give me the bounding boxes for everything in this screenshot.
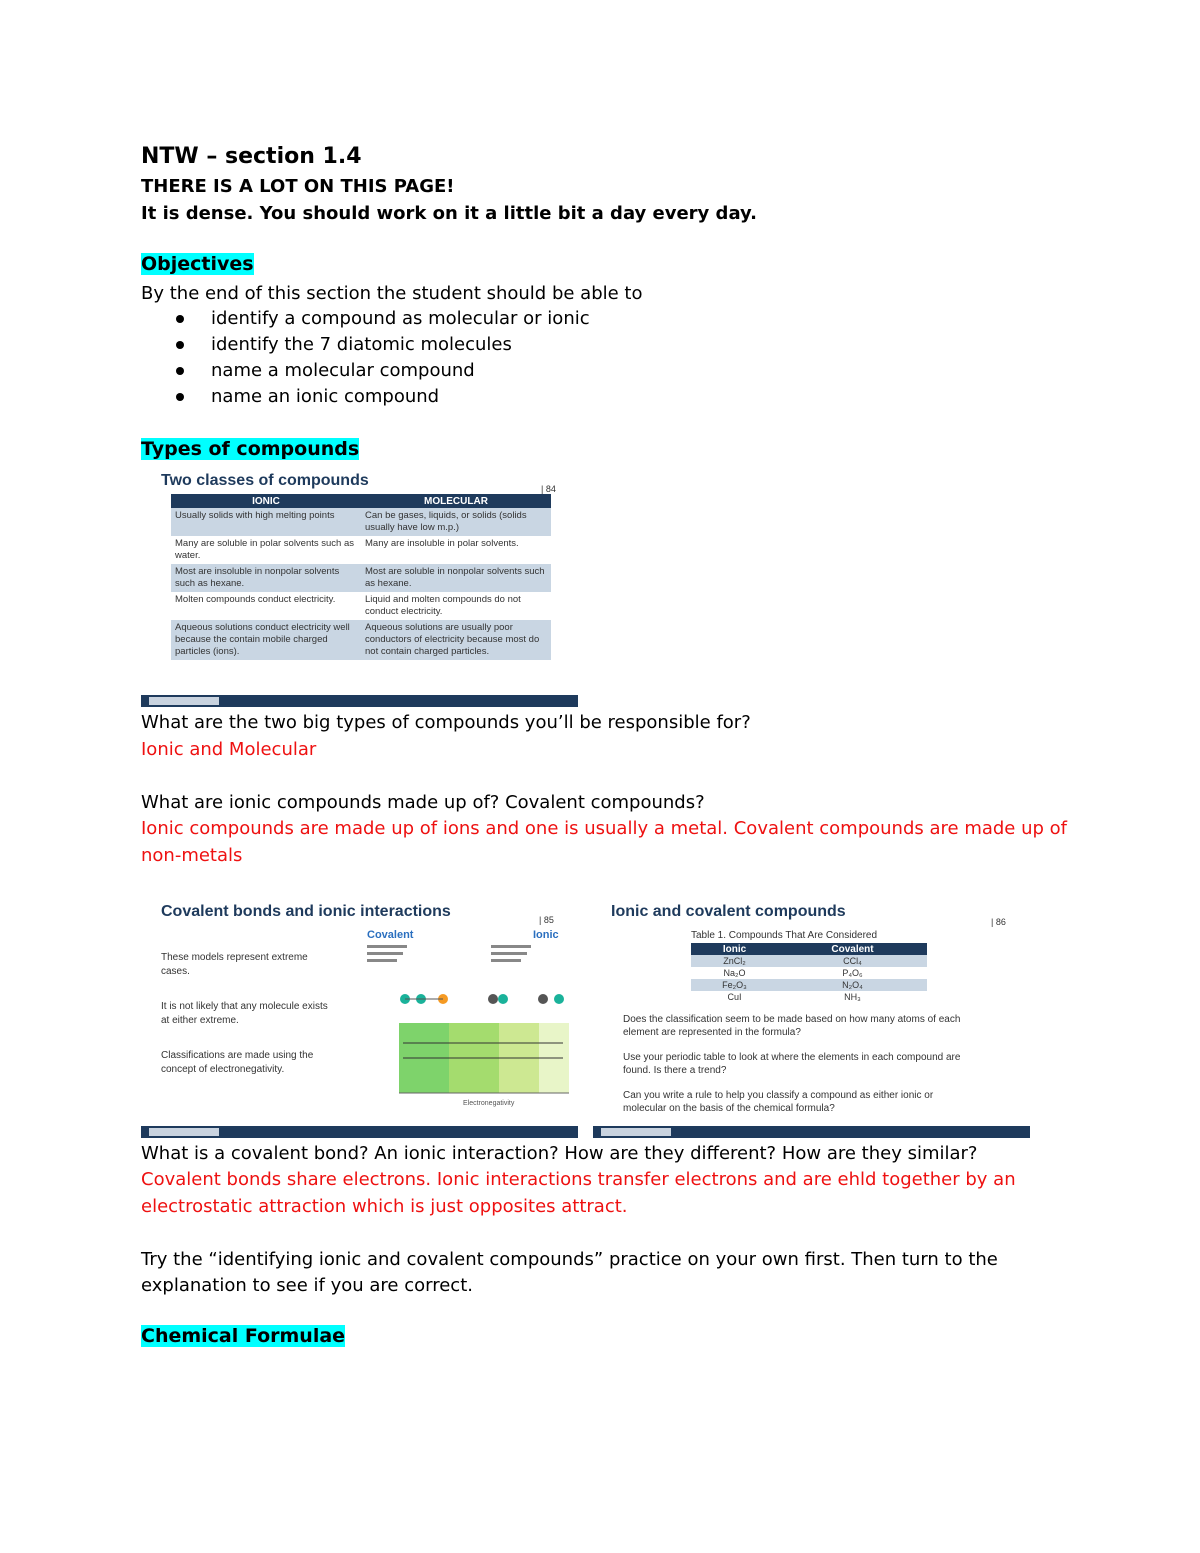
slide-number: | 84 [541, 484, 556, 494]
slide-title: Ionic and covalent compounds [611, 903, 846, 920]
table-cell: ZnCl₂ [691, 955, 778, 967]
table-caption: Table 1. Compounds That Are Considered [691, 930, 878, 941]
table-cell: Liquid and molten compounds do not conduct electricity. [361, 592, 551, 620]
table-cell: Aqueous solutions conduct electricity well because the contain mobile charged particles (ions). [171, 620, 361, 660]
slide-title: Covalent bonds and ionic interactions [161, 903, 451, 920]
slide-text: cases. [161, 966, 190, 977]
slide-text: at either extreme. [161, 1015, 239, 1026]
atom-icon [488, 994, 498, 1004]
warning-text: THERE IS A LOT ON THIS PAGE! [141, 176, 455, 197]
practice-line-1: Try the “identifying ionic and covalent compounds” practice on your own first. Then turn to the [141, 1249, 998, 1270]
slide-text: Does the classification seem to be made based on how many atoms of each [623, 1014, 961, 1025]
university-logo [149, 1128, 219, 1136]
table-cell: Most are insoluble in nonpolar solvents such as hexane. [171, 564, 361, 592]
slide-ionic-covalent-compounds [593, 893, 1030, 1138]
question-2: What are ionic compounds made up of? Covalent compounds? [141, 792, 705, 813]
slide-text: These models represent extreme [161, 952, 308, 963]
list-item: name a molecular compound [211, 360, 475, 381]
question-1: What are the two big types of compounds you’ll be responsible for? [141, 712, 751, 733]
bullet-icon [176, 393, 184, 401]
table-cell: Na₂O [723, 968, 746, 978]
bullet-icon [176, 341, 184, 349]
table-header: Ionic [691, 943, 778, 955]
table-cell: Molten compounds conduct electricity. [171, 592, 361, 620]
table-header: IONIC [171, 494, 361, 508]
slide-text: concept of electronegativity. [161, 1064, 285, 1075]
table-row [171, 508, 551, 536]
slide-text: molecular on the basis of the chemical formula? [623, 1103, 835, 1114]
slide-footer [593, 1126, 1030, 1138]
slide-text: Classifications are made using the [161, 1050, 314, 1061]
table-row [171, 564, 551, 592]
table-cell: Most are soluble in nonpolar solvents such as hexane. [361, 564, 551, 592]
answer-2-line-2: non-metals [141, 845, 243, 866]
compounds-table [691, 943, 927, 1003]
table-row [171, 592, 551, 620]
atom-icon [554, 994, 564, 1004]
table-cell: CuI [727, 992, 742, 1002]
answer-1: Ionic and Molecular [141, 739, 317, 760]
atom-icon [498, 994, 508, 1004]
slide-footer [141, 1126, 578, 1138]
table-header: Covalent [778, 943, 927, 955]
compound-class-table [171, 494, 551, 660]
list-item: identify a compound as molecular or ionic [211, 308, 590, 329]
table-cell: NH₃ [844, 992, 861, 1002]
slide-number: | 86 [991, 917, 1006, 927]
objectives-heading: Objectives [141, 253, 254, 275]
university-logo [149, 697, 219, 705]
table-row [691, 967, 927, 979]
slide-title: Two classes of compounds [161, 472, 369, 489]
table-cell: Usually solids with high melting points [171, 508, 361, 536]
slide-text: found. Is there a trend? [623, 1065, 727, 1076]
dense-note: It is dense. You should work on it a little bit a day every day. [141, 203, 757, 224]
table-cell: CCl₄ [778, 955, 927, 967]
page-title: NTW – section 1.4 [141, 144, 362, 169]
slide-text: element are represented in the formula? [623, 1027, 801, 1038]
slide-text: Can you write a rule to help you classify a compound as either ionic or [623, 1090, 934, 1101]
bullet-icon [176, 367, 184, 375]
electronegativity-diagram [363, 943, 573, 1108]
list-item: identify the 7 diatomic molecules [211, 334, 512, 355]
slide-text: Use your periodic table to look at where the elements in each compound are [623, 1052, 961, 1063]
types-heading: Types of compounds [141, 438, 360, 460]
atom-icon [538, 994, 548, 1004]
table-cell: Can be gases, liquids, or solids (solids usually have low m.p.) [361, 508, 551, 536]
answer-3-line-2: electrostatic attraction which is just opposites attract. [141, 1196, 628, 1217]
table-cell: P₄O₆ [842, 968, 863, 978]
table-row [171, 536, 551, 564]
axis-label: Electronegativity [463, 1100, 515, 1107]
practice-line-2: explanation to see if you are correct. [141, 1275, 473, 1296]
list-item: name an ionic compound [211, 386, 440, 407]
chemical-formulae-heading: Chemical Formulae [141, 1325, 346, 1347]
table-cell: Many are insoluble in polar solvents. [361, 536, 551, 564]
bullet-icon [176, 315, 184, 323]
table-cell: Aqueous solutions are usually poor conductors of electricity because most do not contain charged particles. [361, 620, 551, 660]
answer-2-line-1: Ionic compounds are made up of ions and one is usually a metal. Covalent compounds are made up of [141, 818, 1068, 839]
table-row [691, 955, 927, 967]
table-row [691, 979, 927, 991]
slide-footer [141, 695, 578, 707]
table-cell: Fe₂O₃ [691, 979, 778, 991]
table-cell: N₂O₄ [778, 979, 927, 991]
table-row [171, 620, 551, 660]
answer-3-line-1: Covalent bonds share electrons. Ionic interactions transfer electrons and are ehld together by an [141, 1169, 1016, 1190]
question-3: What is a covalent bond? An ionic interaction? How are they different? How are they similar? [141, 1143, 978, 1164]
table-cell: Many are soluble in polar solvents such as water. [171, 536, 361, 564]
university-logo [601, 1128, 671, 1136]
slide-text: It is not likely that any molecule exists [161, 1001, 328, 1012]
objectives-intro: By the end of this section the student should be able to [141, 283, 643, 304]
slide-number: | 85 [539, 915, 554, 925]
covalent-label: Covalent [367, 929, 414, 941]
table-row [691, 991, 927, 1003]
slide-two-classes [141, 466, 578, 707]
ionic-label: Ionic [533, 929, 559, 941]
table-header: MOLECULAR [361, 494, 551, 508]
slide-covalent-ionic [141, 893, 578, 1138]
